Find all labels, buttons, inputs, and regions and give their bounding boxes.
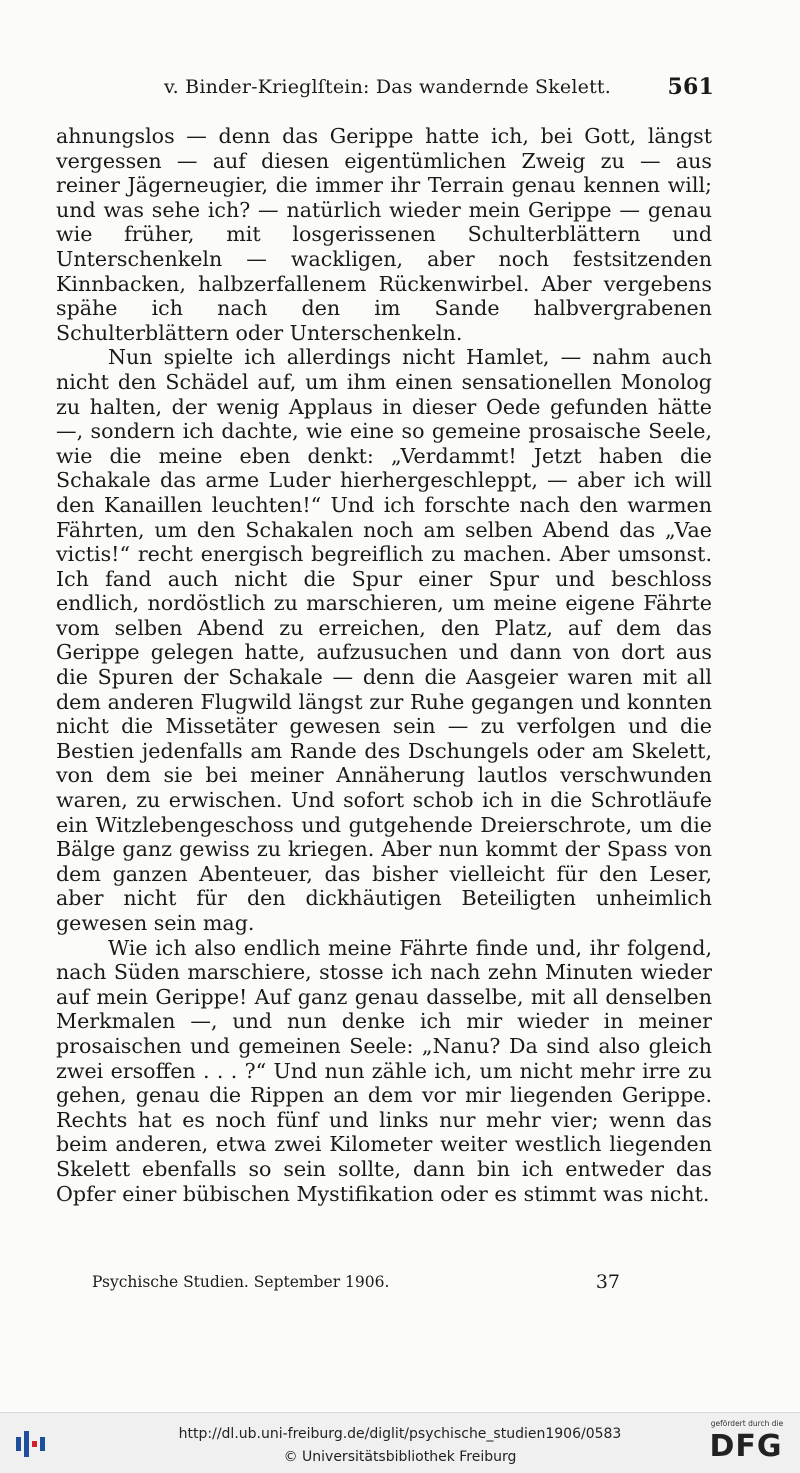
viewer-bar bbox=[0, 1412, 800, 1473]
page-header bbox=[56, 74, 712, 102]
page-url-link[interactable]: http://dl.ub.uni-freiburg.de/diglit/psychische_studien1906/0583 bbox=[178, 1426, 622, 1442]
body-text bbox=[56, 124, 712, 1206]
paragraph-1: ahnungslos — denn das Gerippe hatte ich, bei Gott, längst vergessen — auf diesen eigentümlichen Zweig zu — aus reiner Jägerneugier, die immer ihr Terrain genau kennen will; und was sehe ich? — natürlich wieder mein Gerippe — genau wie früher, mit losgerissenen Schulterblättern und Unterschenkeln — wackligen, aber noch festsitzenden Kinnbacken, halbzerfallenem Rückenwirbel. Aber vergebens spähe ich nach den im Sande halbvergrabenen Schulterblättern oder Unterschenkeln. bbox=[56, 124, 712, 345]
paragraph-3: Wie ich also endlich meine Fährte finde und, ihr folgend, nach Süden marschiere, stosse ich nach zehn Minuten wieder auf mein Gerippe! Auf ganz genau dasselbe, mit all denselben Merkmalen —, und nun denke ich mir wieder in meiner prosaischen und gemeinen Seele: „Nanu? Da sind also gleich zwei ersoffen . . . ?“ Und nun zähle ich, um nicht mehr irre zu gehen, genau die Rippen an dem vor mir liegenden Gerippe. Rechts hat es noch fünf und links nur mehr vier; wenn das beim anderen, etwa zwei Kilometer weiter westlich liegenden Skelett ebenfalls so sein sollte, dann bin ich entweder das Opfer einer bübischen Mystifikation oder es stimmt was nicht. bbox=[56, 935, 712, 1206]
funder-caption: gefördert durch die bbox=[710, 1419, 784, 1428]
dfg-logo[interactable]: DFG bbox=[709, 1429, 783, 1464]
page-number: 561 bbox=[667, 74, 714, 100]
footer-source: Psychische Studien. September 1906. bbox=[92, 1273, 390, 1291]
footer-signature: 37 bbox=[595, 1271, 620, 1293]
running-title: v. Binder-Krieglſtein: Das wandernde Skelett. bbox=[164, 76, 612, 98]
paragraph-2: Nun spielte ich allerdings nicht Hamlet, — nahm auch nicht den Schädel auf, um ihm einen sensationellen Monolog zu halten, der wenig Applaus in dieser Oede gefunden hätte —, sondern ich dachte, wie eine so gemeine prosaische Seele, wie die meine eben denkt: „Verdammt! Jetzt haben die Schakale das arme Luder hierhergeschleppt, — aber ich will den Kanaillen leuchten!“ Und ich forschte nach den warmen Fährten, um den Schakalen noch am selben Abend das „Vae victis!“ recht energisch begreiflich zu machen. Aber umsonst. Ich fand auch nicht die Spur einer Spur und beschloss endlich, nordöstlich zu marschieren, um meine eigene Fährte vom selben Abend zu erreichen, den Platz, auf dem das Gerippe gelegen hatte, aufzusuchen und dann von dort aus die Spuren der Schakale — denn die Aasgeier waren mit all dem anderen Flugwild längst zur Ruhe gegangen und konnten nicht die Missetäter gewesen sein — zu verfolgen und die Bestien jedenfalls am Rande des Dschungels oder am Skelett, von dem sie bei meiner Annäherung lautlos verschwunden waren, zu erwischen. Und sofort schob ich in die Schrotläufe ein Witzlebengeschoss und gutgehende Dreierschrote, um die Bälge ganz gewiss zu kriegen. Aber nun kommt der Spass von dem ganzen Abenteuer, das bisher vielleicht für den Leser, aber nicht für den dickhäutigen Beteiligten unheimlich gewesen sein mag. bbox=[56, 345, 712, 935]
copyright-notice: © Universitätsbibliothek Freiburg bbox=[283, 1449, 517, 1465]
